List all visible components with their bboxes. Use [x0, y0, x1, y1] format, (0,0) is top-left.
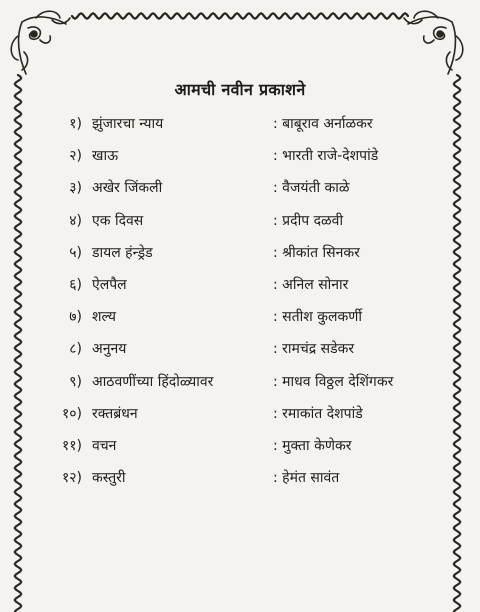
book-title: आठवणींच्या हिंदोळ्यावर [92, 373, 214, 390]
item-number: ५) [69, 244, 82, 261]
list-item [48, 271, 448, 303]
top-wavy-border [72, 13, 408, 18]
book-author: : श्रीकांत सिनकर [273, 244, 360, 261]
book-author: : मुक्ता केणेकर [273, 437, 352, 454]
book-author: : वैजयंती काळे [273, 180, 350, 197]
list-item [48, 464, 448, 496]
book-title: रक्तब्रंधन [92, 405, 138, 422]
book-title: खाऊ [92, 148, 119, 165]
item-number: ४) [69, 212, 82, 229]
book-title: ऐलपैल [92, 276, 127, 293]
list-item [48, 303, 448, 335]
book-title: कस्तुरी [92, 470, 126, 487]
list-item [48, 174, 448, 206]
book-author: : अनिल सोनार [273, 276, 349, 293]
item-number: ११) [61, 437, 82, 454]
item-number: ६) [69, 276, 82, 293]
list-item [48, 142, 448, 174]
page-title: आमची नवीन प्रकाशने [174, 80, 306, 99]
list-item [48, 432, 448, 464]
right-wavy-border [454, 75, 460, 612]
book-author: : रमाकांत देशपांडे [273, 405, 363, 422]
book-author: : प्रदीप दळवी [273, 212, 344, 229]
item-number: ९) [69, 373, 82, 390]
book-author: : सतीश कुलकर्णी [273, 309, 362, 326]
list-item [48, 368, 448, 400]
book-title: डायल हंन्ड्रेड [92, 244, 153, 261]
item-number: १) [69, 116, 82, 132]
book-author: : भारती राजे-देशपांडे [273, 148, 379, 165]
item-number: ७) [69, 309, 82, 326]
item-number: १०) [61, 405, 82, 422]
corner-flourish-right [404, 11, 463, 74]
book-title: वचन [92, 437, 117, 454]
item-number: २) [69, 148, 82, 165]
book-author: : हेमंत सावंत [273, 470, 340, 487]
book-title: शल्य [92, 309, 117, 326]
list-item [48, 110, 448, 142]
book-author: : माधव विठ्ठल देशिंगकर [273, 373, 394, 390]
book-title: एक दिवस [92, 212, 144, 229]
book-title: झुंजारचा न्याय [92, 116, 164, 132]
list-item [48, 207, 448, 239]
corner-flourish-left [11, 11, 70, 74]
list-item [48, 239, 448, 271]
list-item [48, 335, 448, 367]
item-number: १२) [61, 470, 82, 487]
item-number: ३) [69, 180, 82, 197]
item-number: ८) [69, 341, 82, 358]
book-title: अखेर जिंकली [92, 180, 163, 197]
left-wavy-border [15, 75, 21, 612]
book-author: : रामचंद्र सडेकर [273, 341, 355, 358]
book-author: : बाबूराव अर्नाळकर [273, 116, 373, 132]
list-item [48, 400, 448, 432]
book-title: अनुनय [92, 341, 127, 358]
book-list [48, 110, 448, 496]
